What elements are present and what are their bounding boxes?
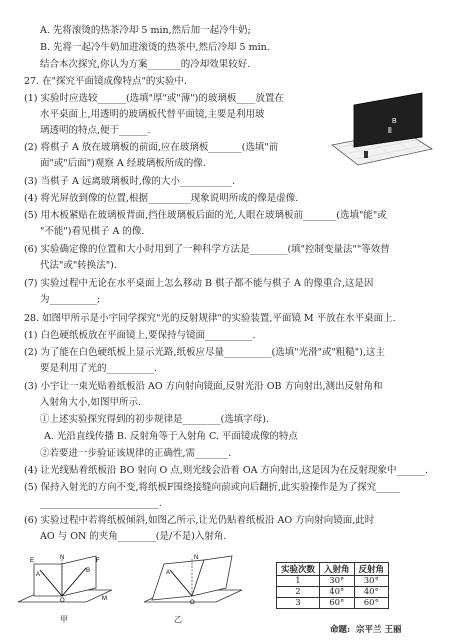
q27-5-line2: "不能")看见棋子 A 的像. (40, 226, 145, 237)
q27-4: (4) 将光屏放到像的位置,根据_________现象说明所成的像是虚像. (24, 193, 299, 204)
table-cell: 3 (277, 598, 320, 609)
q28-6-line1: (6) 实验过程中若将纸板倾斜,如图乙所示,让光仍贴着纸板沿 AO 方向射向镜面,此时 (24, 515, 375, 526)
table-cell: 2 (277, 587, 320, 598)
label-m: M (102, 596, 107, 602)
label-n-yi: N (194, 555, 199, 561)
table-row (277, 587, 389, 598)
q28-3-line2: 入射角大小,如图甲所示. (40, 397, 142, 408)
chess-piece-b-icon (388, 127, 392, 133)
label-a: A (36, 572, 41, 578)
q27-6-line2: 代法"或"转换法"). (40, 260, 117, 271)
q28-5-line1: (5) 保持入射光的方向不变,将纸板F围绕接缝向前或向后翻折,此实验操作是为了探究_____ (24, 482, 400, 493)
label-a-yi: A (166, 570, 171, 576)
q28-1: (1) 白色硬纸板放在平面镜上,要保持与镜面__________. (24, 330, 256, 341)
table-cell: 60° (320, 598, 355, 609)
table-cell: 40° (354, 587, 389, 598)
mirror-experiment-figure (328, 87, 436, 167)
question-27-title: 27. 在"探究平面镜成像特点"的实验中. (24, 76, 187, 87)
header-reflection-angle: 反射角 (354, 563, 389, 576)
chess-piece-a-icon (364, 151, 368, 158)
conclusion-line: 结合本次探究,你认为方案_______的冷却效果较好. (40, 59, 251, 70)
table-cell: 30° (354, 576, 389, 587)
header-incident-angle: 入射角 (320, 563, 355, 576)
table-cell: 30° (320, 576, 355, 587)
q27-5-line1: (5) 用木板紧贴在玻璃板背面,挡住玻璃板后面的光,人眼在玻璃板前_______(选填"能"或 (24, 210, 387, 221)
figure-yi-diagram (142, 550, 246, 612)
table-cell: 60° (354, 598, 389, 609)
q27-1-line1: (1) 实验时应选较______(选填"厚"或"薄")的玻璃板____放置在 (24, 93, 284, 104)
label-n: N (60, 555, 65, 561)
q27-6-line1: (6) 实验确定像的位置和大小时用到了一种科学方法是________(填"控制变量法""等效替 (24, 244, 390, 255)
label-b: B (86, 568, 91, 574)
label-o-yi: O (190, 600, 195, 606)
table-cell: 1 (277, 576, 320, 587)
q28-4: (4) 让光线贴着纸板沿 BO 射向 O 点,则光线会沿着 OA 方向射出,这是因为在反射现象中______. (24, 465, 429, 476)
q27-7-line2: 为__________; (40, 294, 101, 305)
q28-3-sub1: ①上述实验探究得到的初步规律是________(选填字母). (40, 414, 269, 425)
question-28-title: 28. 如图甲所示是小宇同学探究"光的反射规律"的实验装置,平面镜 M 平放在水平桌面上. (24, 313, 396, 324)
caption-yi: 乙 (174, 615, 182, 624)
q28-3-choices: A. 光沿直线传播 B. 反射角等于入射角 C. 平面镜成像的特点 (44, 431, 298, 442)
q28-3-sub2: ②若要进一步验证该规律的正确性,需_______. (40, 448, 232, 459)
figure-label-b: B (392, 118, 397, 125)
q28-3-line1: (3) 小宇让一束光贴着纸板沿 AO 方向射向镜面,反射光沿 OB 方向射出,测出反射角和 (24, 381, 383, 392)
footer-author-label: 命题: (330, 625, 351, 635)
footer-authors: 宗平兰 王丽 (356, 625, 402, 635)
figure-jia-diagram (16, 550, 116, 612)
table-row (277, 576, 389, 587)
caption-jia: 甲 (60, 615, 68, 624)
q28-6-line2: AO 与 ON 的夹角________(是/不是)入射角. (40, 531, 227, 542)
q28-2-line2: 要是利用了光的__________. (40, 363, 158, 374)
q27-7-line1: (7) 实验过程中无论在水平桌面上怎么移动 B 棋子都不能与棋子 A 的像重合,这是因 (24, 278, 374, 289)
label-o: O (60, 598, 65, 604)
label-f: F (96, 558, 100, 564)
experiment-table (276, 562, 389, 609)
table-header-row (277, 563, 389, 576)
q28-5-line2: _________________________. (40, 498, 162, 509)
table-cell: 40° (320, 587, 355, 598)
option-b: B. 先将一起冷牛奶加进滚烫的热茶中,然后冷却 5 min. (40, 42, 270, 53)
table-row (277, 598, 389, 609)
q28-2-line1: (2) 为了能在白色硬纸板上显示光路,纸板应尽量__________(选填"光滑"或"粗糙"),这主 (24, 347, 385, 358)
header-trial: 实验次数 (277, 563, 320, 576)
q27-1-line2: 水平桌面上,用透明的玻璃板代替平面镜,主要是利用玻 (40, 109, 265, 120)
label-e: E (30, 558, 35, 564)
q27-3: (3) 当棋子 A 远离玻璃板时,像的大小___________. (24, 176, 236, 187)
q27-2-line1: (2) 将棋子 A 放在玻璃板的前面,应在玻璃板_______(选填"前 (24, 142, 279, 153)
q27-2-line2: 面"或"后面")观察 A 经玻璃板所成的像. (40, 158, 206, 169)
option-a: A. 先将滚烫的热茶冷却 5 min,然后加一起冷牛奶; (40, 25, 251, 36)
q27-1-line3: 璃透明的特点,便于______. (40, 125, 151, 136)
